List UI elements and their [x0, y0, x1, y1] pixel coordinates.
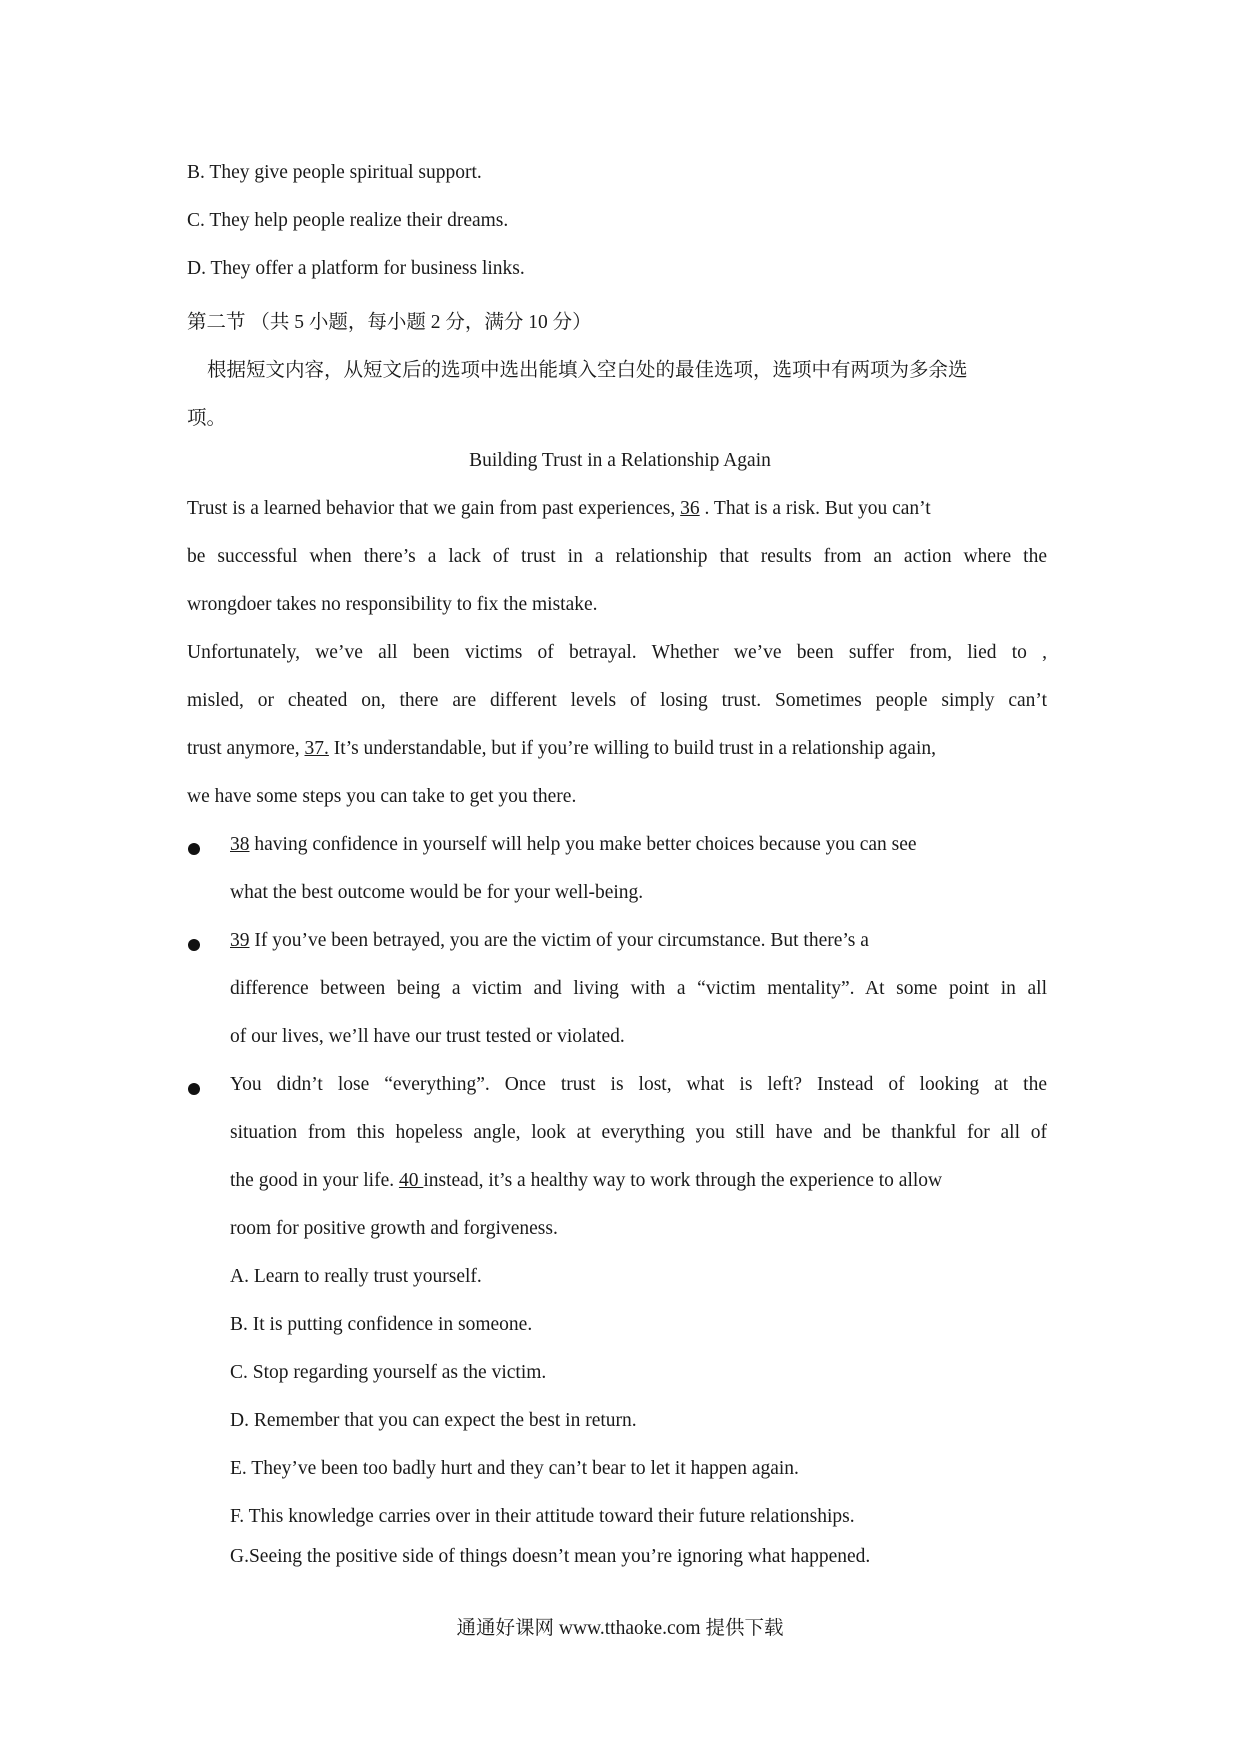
option-c: C. Stop regarding yourself as the victim. [230, 1362, 547, 1383]
passage-title: Building Trust in a Relationship Again [469, 450, 771, 471]
paragraph-2-line-3: trust anymore, 37. It’s understandable, but if you’re willing to build trust in a relationship again, [187, 738, 936, 759]
option-g: G.Seeing the positive side of things doesn’t mean you’re ignoring what happened. [230, 1546, 871, 1567]
bullet-dot-3 [188, 1083, 200, 1095]
section-heading: 第二节 （共 5 小题，每小题 2 分，满分 10 分） [187, 312, 592, 333]
paragraph-1-line-3: wrongdoer takes no responsibility to fix the mistake. [187, 594, 598, 615]
paragraph-2-line-2: misled, or cheated on, there are different levels of losing trust. Sometimes people simply can’t [187, 690, 1047, 711]
option-e: E. They’ve been too badly hurt and they can’t bear to let it happen again. [230, 1458, 799, 1479]
bullet-2-line-2: difference between being a victim and living with a “victim mentality”. At some point in all [230, 978, 1047, 999]
page-footer: 通通好课网 www.tthaoke.com 提供下载 [456, 1618, 784, 1639]
prev-option-c: C. They help people realize their dreams. [187, 210, 509, 231]
bullet-1-line-1: 38 having confidence in yourself will help you make better choices because you can see [230, 834, 917, 855]
option-a: A. Learn to really trust yourself. [230, 1266, 482, 1287]
option-d: D. Remember that you can expect the best in return. [230, 1410, 637, 1431]
bullet-2-line-3: of our lives, we’ll have our trust tested or violated. [230, 1026, 625, 1047]
option-f: F. This knowledge carries over in their attitude toward their future relationships. [230, 1506, 855, 1527]
blank-40: 40 [398, 1170, 424, 1191]
blank-37: 37. [304, 738, 329, 759]
bullet-dot-2 [188, 939, 200, 951]
bullet-1-line-2: what the best outcome would be for your well-being. [230, 882, 644, 903]
bullet-3-line-4: room for positive growth and forgiveness. [230, 1218, 558, 1239]
paragraph-2-line-1: Unfortunately, we’ve all been victims of betrayal. Whether we’ve been suffer from, lied to , [187, 642, 1047, 663]
paragraph-2-line-4: we have some steps you can take to get you there. [187, 786, 577, 807]
blank-38: 38 [230, 834, 250, 855]
bullet-3-line-2: situation from this hopeless angle, look at everything you still have and be thankful for all of [230, 1122, 1047, 1143]
bullet-3-line-1: You didn’t lose “everything”. Once trust is lost, what is left? Instead of looking at the [230, 1074, 1047, 1095]
prev-option-d: D. They offer a platform for business links. [187, 258, 525, 279]
bullet-dot-1 [188, 843, 200, 855]
paragraph-1-line-1: Trust is a learned behavior that we gain from past experiences, 36 . That is a risk. But you can’t [187, 498, 931, 519]
section-instruction-line-2: 项。 [187, 408, 227, 429]
option-b: B. It is putting confidence in someone. [230, 1314, 533, 1335]
blank-39: 39 [230, 930, 250, 951]
section-instruction-line-1: 根据短文内容，从短文后的选项中选出能填入空白处的最佳选项，选项中有两项为多余选 [207, 360, 968, 381]
paragraph-1-line-2: be successful when there’s a lack of trust in a relationship that results from an action where the [187, 546, 1047, 567]
bullet-3-line-3: the good in your life. 40 instead, it’s a healthy way to work through the experience to allow [230, 1170, 943, 1191]
bullet-2-line-1: 39 If you’ve been betrayed, you are the victim of your circumstance. But there’s a [230, 930, 869, 951]
blank-36: 36 [680, 498, 700, 519]
prev-option-b: B. They give people spiritual support. [187, 162, 482, 183]
